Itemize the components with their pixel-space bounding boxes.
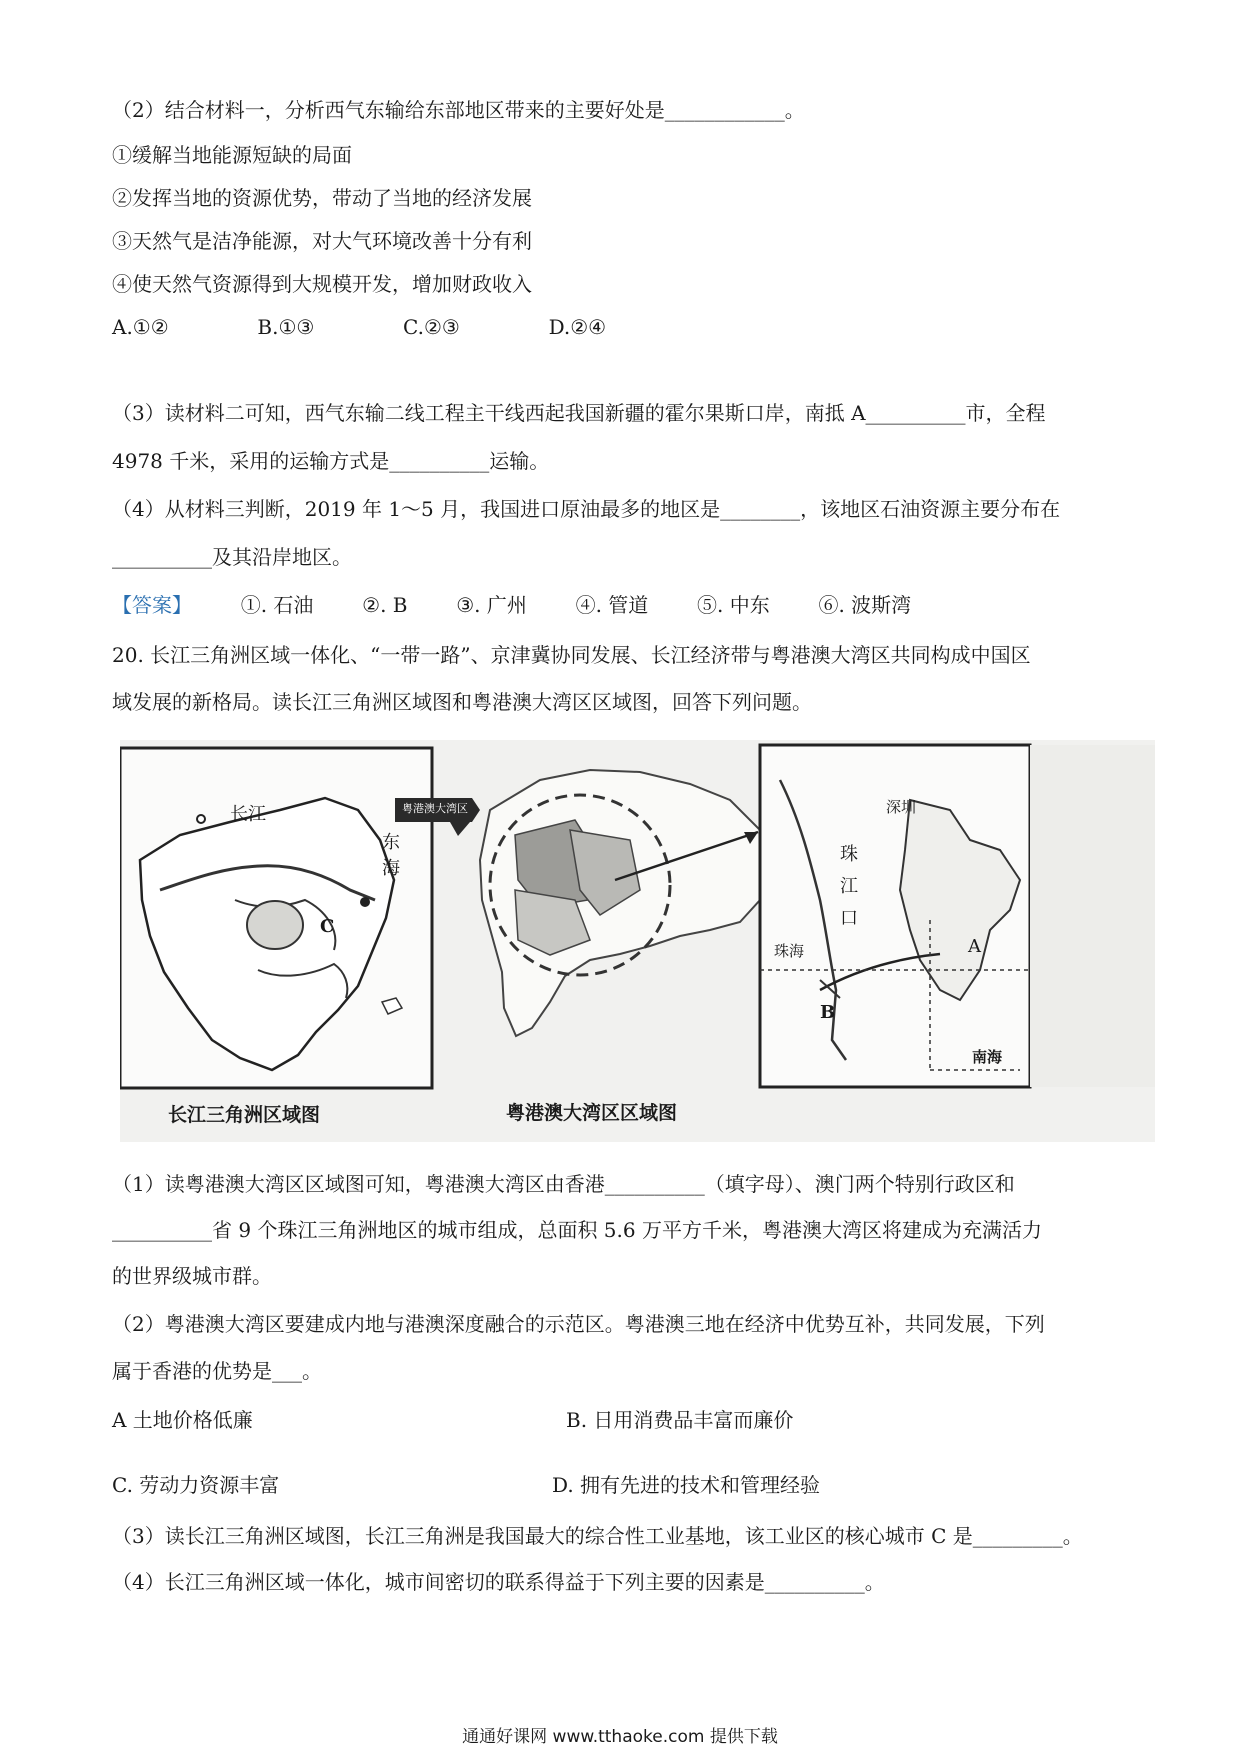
map3-label-jiang: 江: [840, 876, 858, 897]
page-footer: 通通好课网 www.tthaoke.com 提供下载: [462, 1727, 778, 1747]
map3-label-point-b: B: [820, 1002, 836, 1023]
q19-sub2-stem: （2）结合材料一，分析西气东输给东部地区带来的主要好处是____________。: [112, 98, 805, 122]
map1-yangtze-delta: [120, 748, 432, 1088]
map1-caption: 长江三角洲区域图: [168, 1104, 321, 1126]
answer-item-2: ②. B: [362, 593, 408, 617]
q20-sub2-option-a: A 土地价格低廉: [112, 1408, 253, 1432]
map3-label-zhuhai: 珠海: [774, 942, 805, 960]
q19-sub2-choices: [112, 315, 606, 339]
answer-tag: 【答案】: [112, 593, 192, 617]
q19-answer: [112, 593, 911, 617]
q19-sub2-option-1: ①缓解当地能源短缺的局面: [112, 143, 352, 167]
choice-d: D.②④: [548, 315, 607, 339]
map1-label-east: 东: [382, 832, 400, 853]
q19-sub4-line2: __________及其沿岸地区。: [112, 545, 352, 569]
q20-sub1-line1: （1）读粤港澳大湾区区域图可知，粤港澳大湾区由香港__________（填字母）、澳门两个特别行政区和: [112, 1172, 1015, 1196]
answer-item-4: ④. 管道: [575, 593, 649, 617]
map3-label-kou: 口: [840, 908, 858, 929]
q19-sub2-option-2: ②发挥当地的资源优势，带动了当地的经济发展: [112, 186, 532, 210]
q20-sub1-line2: __________省 9 个珠江三角洲地区的城市组成，总面积 5.6 万平方千米，粤港澳大湾区将建成为充满活力: [112, 1218, 1042, 1242]
q20-sub2-line2: 属于香港的优势是___。: [112, 1359, 322, 1383]
answer-item-5: ⑤. 中东: [697, 593, 770, 617]
q20-figure-maps: [120, 740, 1155, 1142]
choice-c: C.②③: [403, 315, 460, 339]
map2-callout-label: 粤港澳大湾区: [402, 802, 468, 815]
map3-label-zhu: 珠: [840, 844, 858, 865]
map3-label-shenzhen: 深圳: [886, 798, 917, 816]
q20-intro-line1: 20. 长江三角洲区域一体化、“一带一路”、京津冀协同发展、长江经济带与粤港澳大湾区共同构成中国区: [112, 643, 1031, 667]
q20-sub4: （4）长江三角洲区域一体化，城市间密切的联系得益于下列主要的因素是__________。: [112, 1570, 885, 1594]
q20-sub2-option-c: C. 劳动力资源丰富: [112, 1473, 280, 1497]
map2-caption: 粤港澳大湾区区域图: [506, 1102, 678, 1124]
choice-a: A.①②: [112, 315, 169, 339]
q20-intro-line2: 域发展的新格局。读长江三角洲区域图和粤港澳大湾区区域图，回答下列问题。: [112, 690, 812, 714]
map1-label-sea: 海: [382, 858, 400, 879]
q19-sub4-line1: （4）从材料三判断，2019 年 1～5 月，我国进口原油最多的地区是________，该地区石油资源主要分布在: [112, 497, 1061, 521]
map1-label-city-c: C: [320, 916, 335, 937]
choice-b: B.①③: [257, 315, 315, 339]
q20-sub1-line3: 的世界级城市群。: [112, 1264, 272, 1288]
q20-sub2-line1: （2）粤港澳大湾区要建成内地与港澳深度融合的示范区。粤港澳三地在经济中优势互补，共同发展，下列: [112, 1312, 1045, 1336]
answer-item-3: ③. 广州: [456, 593, 527, 617]
map3-label-nanhai: 南海: [972, 1048, 1003, 1066]
q19-sub3-line2: 4978 千米，采用的运输方式是__________运输。: [112, 449, 550, 473]
map3-label-point-a: A: [968, 936, 981, 957]
answer-item-1: ①. 石油: [240, 593, 314, 617]
map1-label-yangtze-river: 长江: [230, 804, 266, 825]
q19-sub2-option-3: ③天然气是洁净能源，对大气环境改善十分有利: [112, 229, 532, 253]
q19-sub2-option-4: ④使天然气资源得到大规模开发，增加财政收入: [112, 272, 532, 296]
q20-sub2-option-b: B. 日用消费品丰富而廉价: [566, 1408, 794, 1432]
q20-sub2-option-d: D. 拥有先进的技术和管理经验: [552, 1473, 821, 1497]
answer-item-6: ⑥. 波斯湾: [818, 593, 912, 617]
q20-sub3: （3）读长江三角洲区域图，长江三角洲是我国最大的综合性工业基地，该工业区的核心城市 C 是_________。: [112, 1524, 1083, 1548]
q19-sub3-line1: （3）读材料二可知，西气东输二线工程主干线西起我国新疆的霍尔果斯口岸，南抵 A__________市，全程: [112, 401, 1046, 425]
maps-illustration: [120, 740, 1155, 1142]
